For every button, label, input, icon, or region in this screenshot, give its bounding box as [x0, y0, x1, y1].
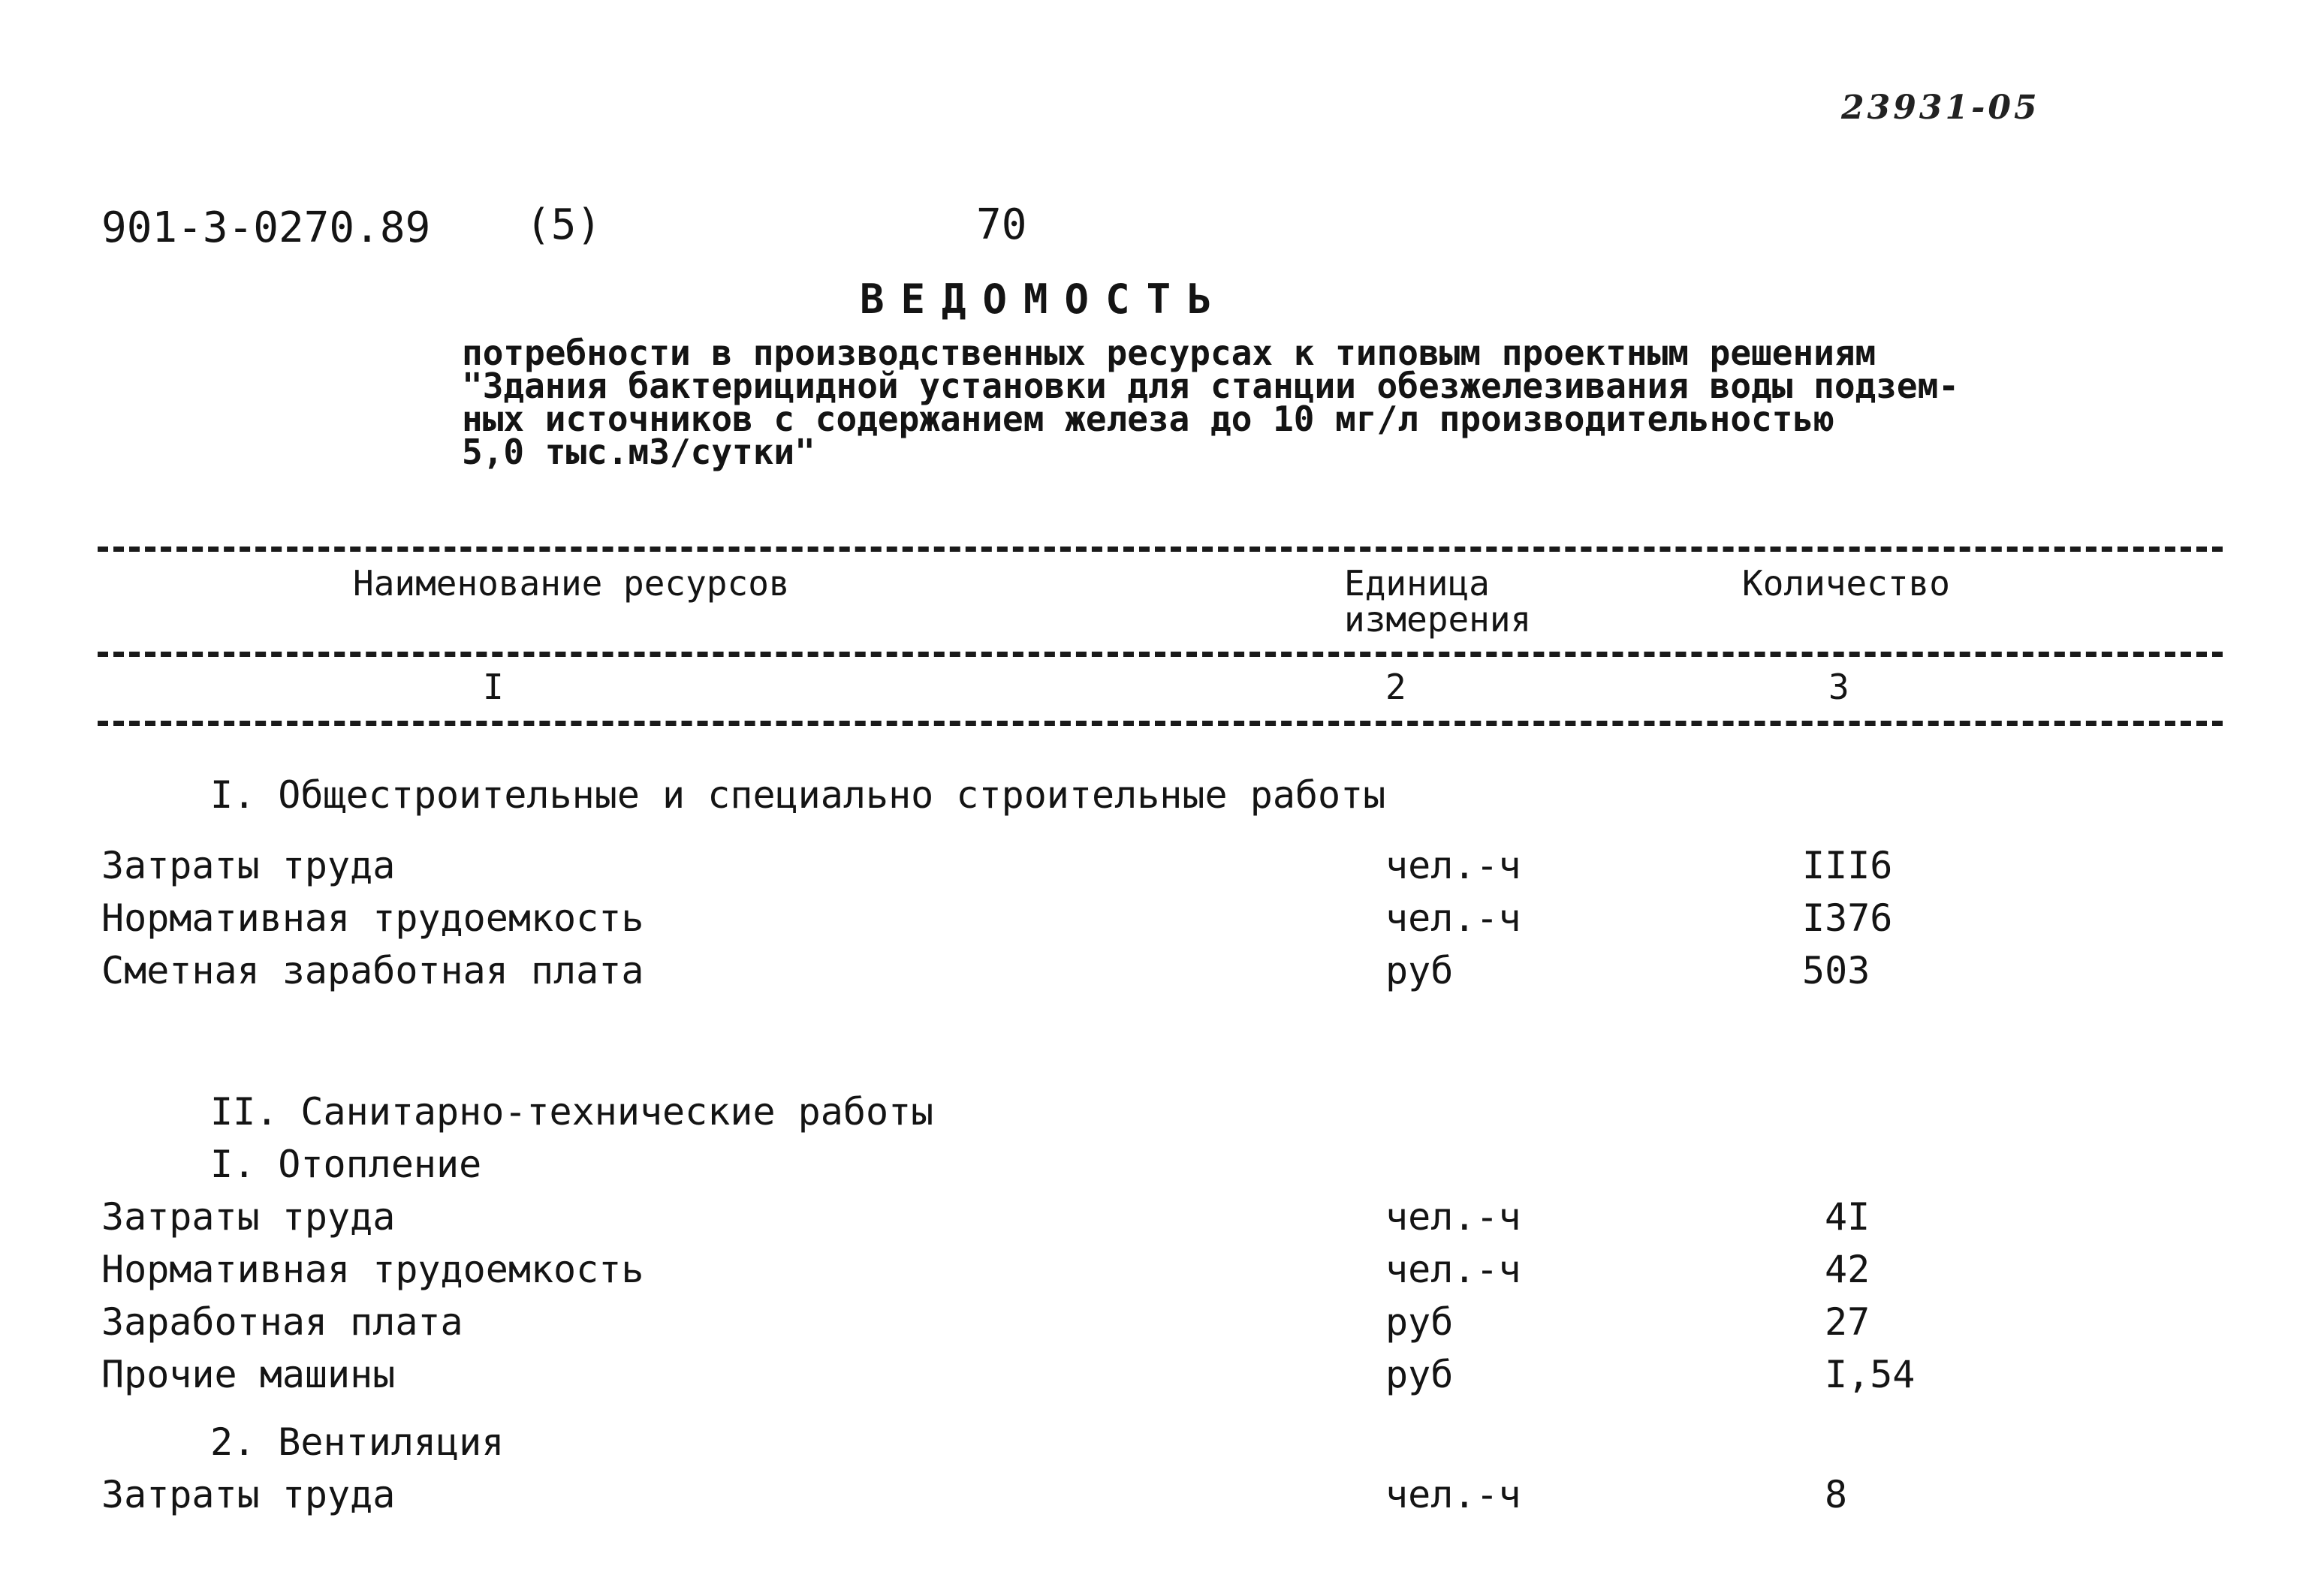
row-quantity: III6	[1802, 844, 1893, 887]
row-name: Нормативная трудоемкость	[101, 1248, 644, 1291]
column-number-2: 2	[1385, 667, 1406, 707]
subtitle-line: потребности в производственных ресурсах к типовым проектным решениям	[462, 333, 1876, 373]
section-heading: I. Общестроительные и специально строительные работы	[210, 773, 1386, 817]
row-name: Затраты труда	[101, 844, 396, 887]
table-top-rule	[98, 547, 2223, 552]
page-number: 70	[976, 200, 1027, 249]
row-name: Сметная заработная плата	[101, 949, 644, 992]
row-quantity: 503	[1802, 949, 1870, 992]
row-name: Нормативная трудоемкость	[101, 896, 644, 940]
row-unit: чел.-ч	[1385, 1473, 1521, 1516]
column-header-quantity: Количество	[1742, 563, 1950, 604]
row-unit: чел.-ч	[1385, 1248, 1521, 1291]
subtitle-line: ных источников с содержанием железа до 10 мг/л производительностью	[462, 399, 1834, 439]
document-part: (5)	[526, 200, 602, 249]
row-quantity: 42	[1825, 1248, 1870, 1291]
row-unit: чел.-ч	[1385, 844, 1521, 887]
row-name: Затраты труда	[101, 1473, 396, 1516]
row-quantity: I,54	[1825, 1353, 1916, 1396]
row-quantity: 4I	[1825, 1195, 1870, 1239]
row-name: Заработная плата	[101, 1300, 463, 1344]
column-number-1: I	[483, 667, 504, 707]
document-code: 901-3-0270.89	[101, 203, 431, 252]
subtitle-line: 5,0 тыс.м3/сутки"	[462, 432, 815, 472]
table-header-rule	[98, 652, 2223, 657]
row-quantity: 27	[1825, 1300, 1870, 1344]
row-quantity: 8	[1825, 1473, 1848, 1516]
column-header-unit-line1: Единица	[1344, 563, 1490, 604]
row-unit: чел.-ч	[1385, 1195, 1521, 1239]
archive-number-stamp: 23931-05	[1841, 89, 2040, 127]
document-title: ВЕДОМОСТЬ	[860, 276, 1228, 323]
row-unit: руб	[1385, 949, 1454, 992]
row-unit: руб	[1385, 1353, 1454, 1396]
row-quantity: I376	[1802, 896, 1893, 940]
section-heading: II. Санитарно-технические работы	[210, 1090, 934, 1134]
row-unit: чел.-ч	[1385, 896, 1521, 940]
subtitle-line: "Здания бактерицидной установки для станции обезжелезивания воды подзем-	[462, 366, 1959, 406]
row-unit: руб	[1385, 1300, 1454, 1344]
table-numbers-rule	[98, 721, 2223, 726]
row-name: Прочие машины	[101, 1353, 396, 1396]
column-header-name: Наименование ресурсов	[353, 563, 790, 604]
column-number-3: 3	[1828, 667, 1849, 707]
row-name: Затраты труда	[101, 1195, 396, 1239]
subsection-heading: 2. Вентиляция	[210, 1420, 505, 1464]
column-header-unit-line2: измерения	[1344, 599, 1532, 640]
subsection-heading: I. Отопление	[210, 1143, 482, 1186]
